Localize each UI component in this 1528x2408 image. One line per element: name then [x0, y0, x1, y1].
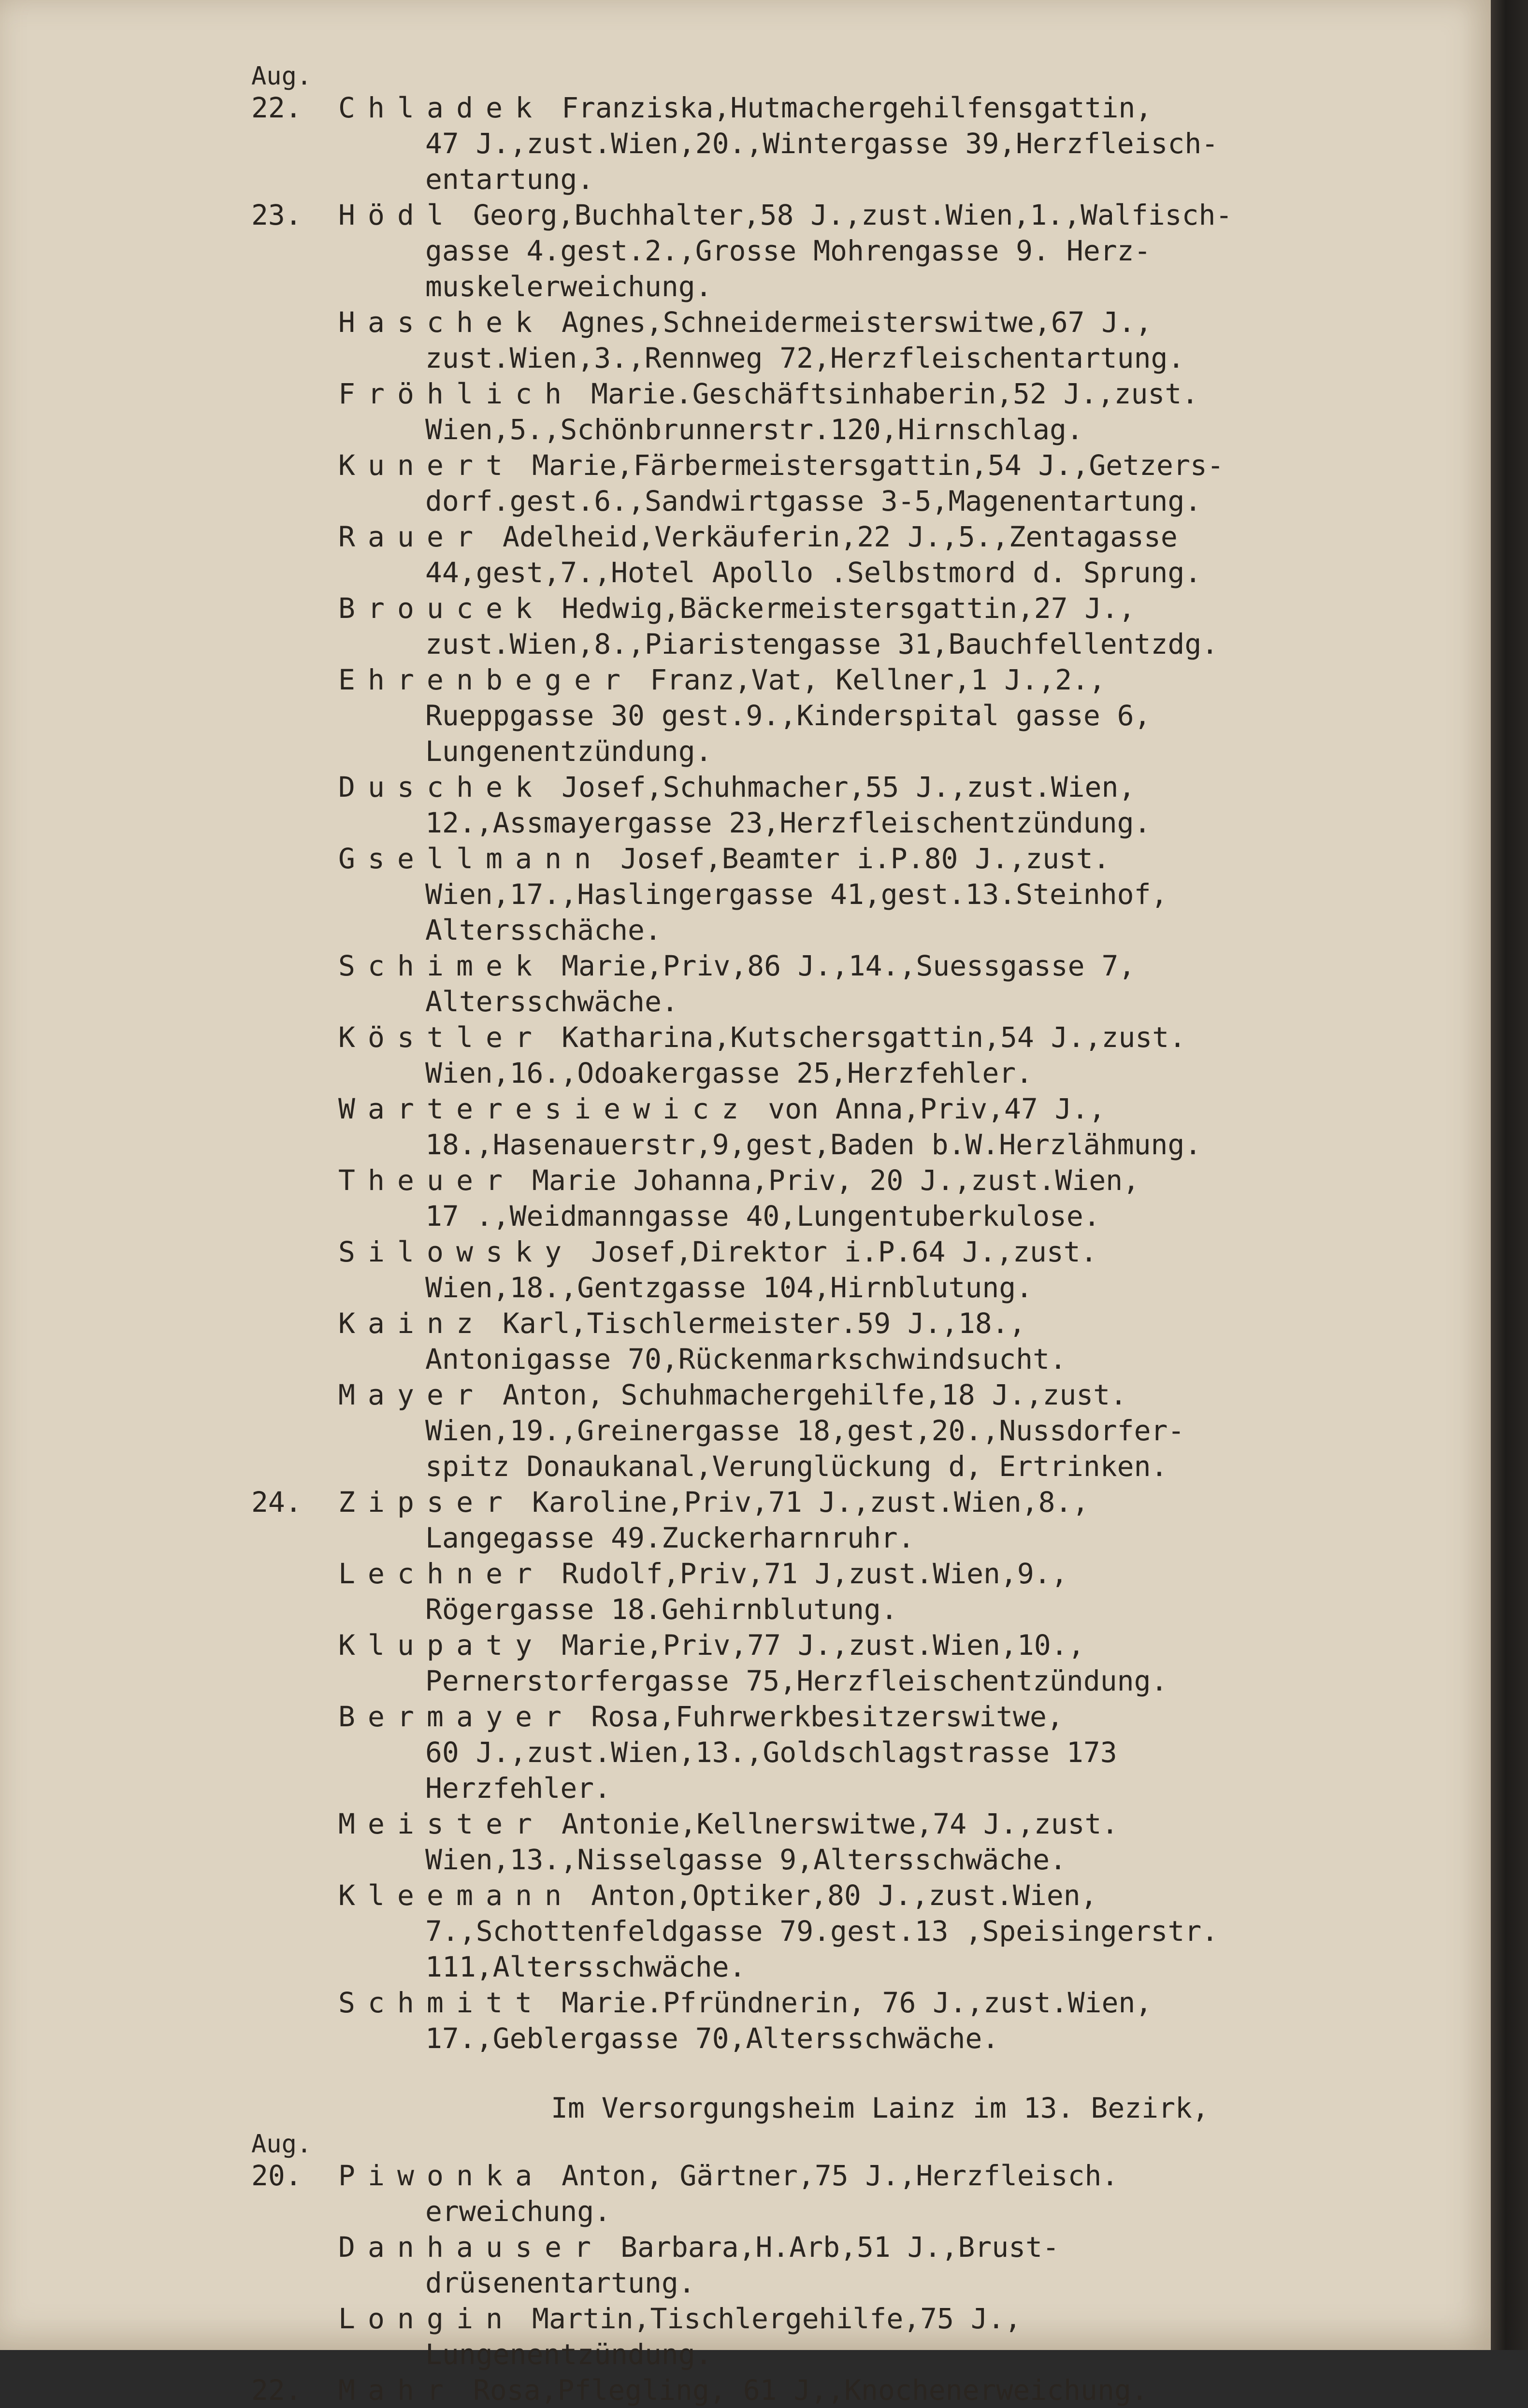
entry-first-line: [338, 304, 1426, 340]
register-entry: [58, 2158, 1426, 2229]
entry-continuation: 111,Altersschwäche.: [425, 1950, 746, 1983]
entry-surname: Broucek: [338, 592, 545, 625]
section-title: Im Versorgungsheim Lainz im 13. Bezirk,: [551, 2092, 1209, 2124]
entry-details: Josef,Direktor i.P.64 J.,zust.: [591, 1235, 1097, 1268]
entry-continuation: dorf.gest.6.,Sandwirtgasse 3-5,Magenentartung.: [425, 485, 1202, 517]
register-entry: [58, 2229, 1426, 2301]
entry-surname: Hödl: [338, 199, 457, 231]
entry-continuation: spitz Donaukanal,Verunglückung d, Ertrinken.: [425, 1450, 1168, 1483]
entry-continuation: Wien,13.,Nisselgasse 9,Altersschwäche.: [425, 1843, 1067, 1876]
entry-first-line: [338, 1878, 1426, 1913]
entry-continuation: 7.,Schottenfeldgasse 79.gest.13 ,Speisingerstr.: [425, 1915, 1219, 1948]
register-entry: [58, 769, 1426, 841]
entry-first-line: [338, 447, 1426, 483]
entry-first-line: [338, 519, 1426, 555]
entry-details: Anton, Gärtner,75 J.,Herzfleisch.: [562, 2159, 1119, 2192]
register-entry: [58, 2372, 1426, 2408]
entry-first-line: [338, 1305, 1426, 1341]
entry-continuation: Altersschwäche.: [425, 985, 678, 1018]
lainz-register-list: [58, 2158, 1426, 2408]
entry-surname: Kainz: [338, 1307, 486, 1340]
register-entry: [58, 90, 1426, 197]
register-entry: [58, 1091, 1426, 1162]
register-entry: [58, 519, 1426, 590]
entry-surname: Rauer: [338, 520, 486, 553]
entry-details: Marie,Priv,86 J.,14.,Suessgasse 7,: [562, 949, 1136, 982]
entry-first-line: [338, 2158, 1426, 2193]
entry-continuation: 47 J.,zust.Wien,20.,Wintergasse 39,Herzfleisch-: [425, 127, 1219, 160]
entry-first-line: [338, 1985, 1426, 2021]
register-entry: [58, 197, 1426, 304]
entry-details: Karoline,Priv,71 J.,zust.Wien,8.,: [532, 1486, 1089, 1519]
entry-continuation: 17.,Geblergasse 70,Altersschwäche.: [425, 2022, 999, 2055]
entry-details: Anton,Optiker,80 J.,zust.Wien,: [591, 1879, 1097, 1912]
entry-details: Agnes,Schneidermeisterswitwe,67 J.,: [562, 306, 1153, 339]
entry-details: Anton, Schuhmachergehilfe,18 J.,zust.: [503, 1378, 1127, 1411]
entry-surname: Schimek: [338, 949, 545, 982]
entry-details: Hedwig,Bäckermeistersgattin,27 J.,: [562, 592, 1136, 625]
entry-details: Barbara,H.Arb,51 J.,Brust-: [620, 2231, 1059, 2264]
entry-first-line: [338, 2372, 1426, 2408]
entry-first-line: [338, 1377, 1426, 1413]
entry-continuation: drüsenentartung.: [425, 2266, 695, 2299]
entry-continuation: Langegasse 49.Zuckerharnruhr.: [425, 1521, 915, 1554]
entry-details: Martin,Tischlergehilfe,75 J.,: [532, 2302, 1022, 2335]
entry-details: Marie Johanna,Priv, 20 J.,zust.Wien,: [532, 1164, 1140, 1197]
entry-details: Josef,Schuhmacher,55 J.,zust.Wien,: [562, 771, 1136, 803]
register-entry: [58, 1985, 1426, 2056]
month-heading: Aug.: [251, 62, 312, 91]
entry-continuation: Herzfehler.: [425, 1772, 611, 1805]
entry-details: Rudolf,Priv,71 J,zust.Wien,9.,: [562, 1557, 1068, 1590]
entry-continuation: 44,gest,7.,Hotel Apollo .Selbstmord d. Sprung.: [425, 556, 1202, 589]
entry-details: Franz,Vat, Kellner,1 J.,2.,: [650, 663, 1106, 696]
register-entry: [58, 1305, 1426, 1377]
entry-surname: Mayer: [338, 1378, 486, 1411]
page-content: [58, 63, 1426, 2408]
entry-continuation: 17 .,Weidmanngasse 40,Lungentuberkulose.: [425, 1200, 1100, 1233]
entry-surname: Duschek: [338, 771, 545, 803]
register-entry: [58, 1234, 1426, 1305]
register-entry: [58, 948, 1426, 1019]
entry-first-line: [338, 1091, 1426, 1127]
entry-surname: Zipser: [338, 1486, 516, 1519]
register-entry: [58, 1484, 1426, 1556]
register-entry: [58, 1627, 1426, 1699]
entry-continuation: Wien,16.,Odoakergasse 25,Herzfehler.: [425, 1057, 1033, 1089]
page-edge: [1491, 0, 1528, 2350]
entry-first-line: [338, 1162, 1426, 1198]
entry-first-line: [338, 1234, 1426, 1270]
entry-surname: Chladek: [338, 91, 545, 124]
entry-date: 24.: [251, 1486, 302, 1519]
register-entry: [58, 304, 1426, 376]
entry-surname: Haschek: [338, 306, 545, 339]
month-heading-section: Aug.: [251, 2130, 312, 2159]
entry-first-line: [338, 90, 1426, 126]
entry-surname: Mahr: [338, 2374, 457, 2407]
entry-continuation: Altersschäche.: [425, 914, 662, 946]
entry-surname: Fröhlich: [338, 377, 575, 410]
entry-surname: Kleemann: [338, 1879, 575, 1912]
entry-first-line: [338, 1556, 1426, 1591]
entry-continuation: gasse 4.gest.2.,Grosse Mohrengasse 9. Herz-: [425, 234, 1151, 267]
entry-first-line: [338, 1019, 1426, 1055]
register-entry: [58, 841, 1426, 948]
entry-details: Adelheid,Verkäuferin,22 J.,5.,Zentagasse: [503, 520, 1178, 553]
entry-first-line: [338, 197, 1426, 233]
entry-surname: Klupaty: [338, 1629, 545, 1662]
entry-surname: Warteresiewicz: [338, 1092, 751, 1125]
entry-continuation: Rueppgasse 30 gest.9.,Kinderspital gasse 6,: [425, 699, 1151, 732]
entry-surname: Theuer: [338, 1164, 516, 1197]
entry-details: Marie.Pfründnerin, 76 J.,zust.Wien,: [562, 1986, 1153, 2019]
entry-first-line: [338, 376, 1426, 412]
entry-details: Marie,Priv,77 J.,zust.Wien,10.,: [562, 1629, 1085, 1662]
entry-surname: Meister: [338, 1807, 545, 1840]
entry-details: Marie,Färbermeistersgattin,54 J.,Getzers-: [532, 449, 1224, 482]
entry-date: 22.: [251, 91, 302, 124]
entry-date: 22.: [251, 2374, 302, 2407]
entry-first-line: [338, 2301, 1426, 2336]
entry-details: Rosa,Pflegling, 61 J,,Knochenerweichung.: [473, 2374, 1148, 2407]
entry-details: Josef,Beamter i.P.80 J.,zust.: [620, 842, 1110, 875]
entry-date: 20.: [251, 2159, 302, 2192]
register-entry: [58, 1556, 1426, 1627]
entry-continuation: Wien,18.,Gentzgasse 104,Hirnblutung.: [425, 1271, 1033, 1304]
entry-surname: Bermayer: [338, 1700, 575, 1733]
register-entry: [58, 2301, 1426, 2372]
entry-details: Katharina,Kutschersgattin,54 J.,zust.: [562, 1021, 1186, 1054]
register-entry: [58, 1162, 1426, 1234]
entry-continuation: 60 J.,zust.Wien,13.,Goldschlagstrasse 173: [425, 1736, 1117, 1769]
entry-continuation: erweichung.: [425, 2195, 611, 2228]
entry-first-line: [338, 1484, 1426, 1520]
entry-first-line: [338, 841, 1426, 876]
entry-first-line: [338, 590, 1426, 626]
entry-surname: Kunert: [338, 449, 516, 482]
entry-continuation: Antonigasse 70,Rückenmarkschwindsucht.: [425, 1343, 1067, 1376]
entry-surname: Silowsky: [338, 1235, 575, 1268]
register-entry: [58, 662, 1426, 769]
register-entry: [58, 590, 1426, 662]
entry-surname: Lechner: [338, 1557, 545, 1590]
entry-details: von Anna,Priv,47 J.,: [768, 1092, 1106, 1125]
entry-details: Karl,Tischlermeister.59 J.,18.,: [503, 1307, 1026, 1340]
entry-first-line: [338, 948, 1426, 984]
register-entry: [58, 447, 1426, 519]
entry-continuation: Wien,5.,Schönbrunnerstr.120,Hirnschlag.: [425, 413, 1083, 446]
entry-first-line: [338, 1627, 1426, 1663]
entry-surname: Gsellmann: [338, 842, 604, 875]
entry-surname: Köstler: [338, 1021, 545, 1054]
register-entry: [58, 1806, 1426, 1878]
entry-details: Franziska,Hutmachergehilfensgattin,: [562, 91, 1153, 124]
entry-continuation: zust.Wien,3.,Rennweg 72,Herzfleischentartung.: [425, 342, 1185, 374]
death-register-list: [58, 90, 1426, 2056]
entry-surname: Piwonka: [338, 2159, 545, 2192]
entry-first-line: [338, 662, 1426, 698]
entry-surname: Ehrenbeger: [338, 663, 634, 696]
entry-surname: Danhauser: [338, 2231, 604, 2264]
entry-first-line: [338, 769, 1426, 805]
entry-first-line: [338, 1699, 1426, 1734]
entry-continuation: muskelerweichung.: [425, 270, 712, 303]
entry-surname: Longin: [338, 2302, 516, 2335]
entry-continuation: Wien,17.,Haslingergasse 41,gest.13.Steinhof,: [425, 878, 1168, 911]
entry-details: Antonie,Kellnerswitwe,74 J.,zust.: [562, 1807, 1119, 1840]
register-entry: [58, 376, 1426, 447]
entry-continuation: 12.,Assmayergasse 23,Herzfleischentzündung.: [425, 806, 1151, 839]
entry-continuation: Pernerstorfergasse 75,Herzfleischentzündung.: [425, 1664, 1168, 1697]
register-entry: [58, 1699, 1426, 1806]
entry-continuation: Lungenentzündung.: [425, 2338, 712, 2371]
entry-continuation: entartung.: [425, 163, 594, 196]
entry-continuation: Rögergasse 18.Gehirnblutung.: [425, 1593, 898, 1626]
entry-continuation: Lungenentzündung.: [425, 735, 712, 768]
entry-date: 23.: [251, 199, 302, 231]
entry-details: Rosa,Fuhrwerkbesitzerswitwe,: [591, 1700, 1064, 1733]
entry-continuation: zust.Wien,8.,Piaristengasse 31,Bauchfellentzdg.: [425, 628, 1219, 660]
entry-continuation: 18.,Hasenauerstr,9,gest,Baden b.W.Herzlähmung.: [425, 1128, 1202, 1161]
entry-first-line: [338, 2229, 1426, 2265]
entry-surname: Schmitt: [338, 1986, 545, 2019]
entry-first-line: [338, 1806, 1426, 1842]
entry-continuation: Wien,19.,Greinergasse 18,gest,20.,Nussdorfer-: [425, 1414, 1185, 1447]
register-entry: [58, 1377, 1426, 1484]
entry-details: Marie.Geschäftsinhaberin,52 J.,zust.: [591, 377, 1199, 410]
entry-details: Georg,Buchhalter,58 J.,zust.Wien,1.,Walfisch-: [473, 199, 1233, 231]
register-entry: [58, 1878, 1426, 1985]
register-entry: [58, 1019, 1426, 1091]
